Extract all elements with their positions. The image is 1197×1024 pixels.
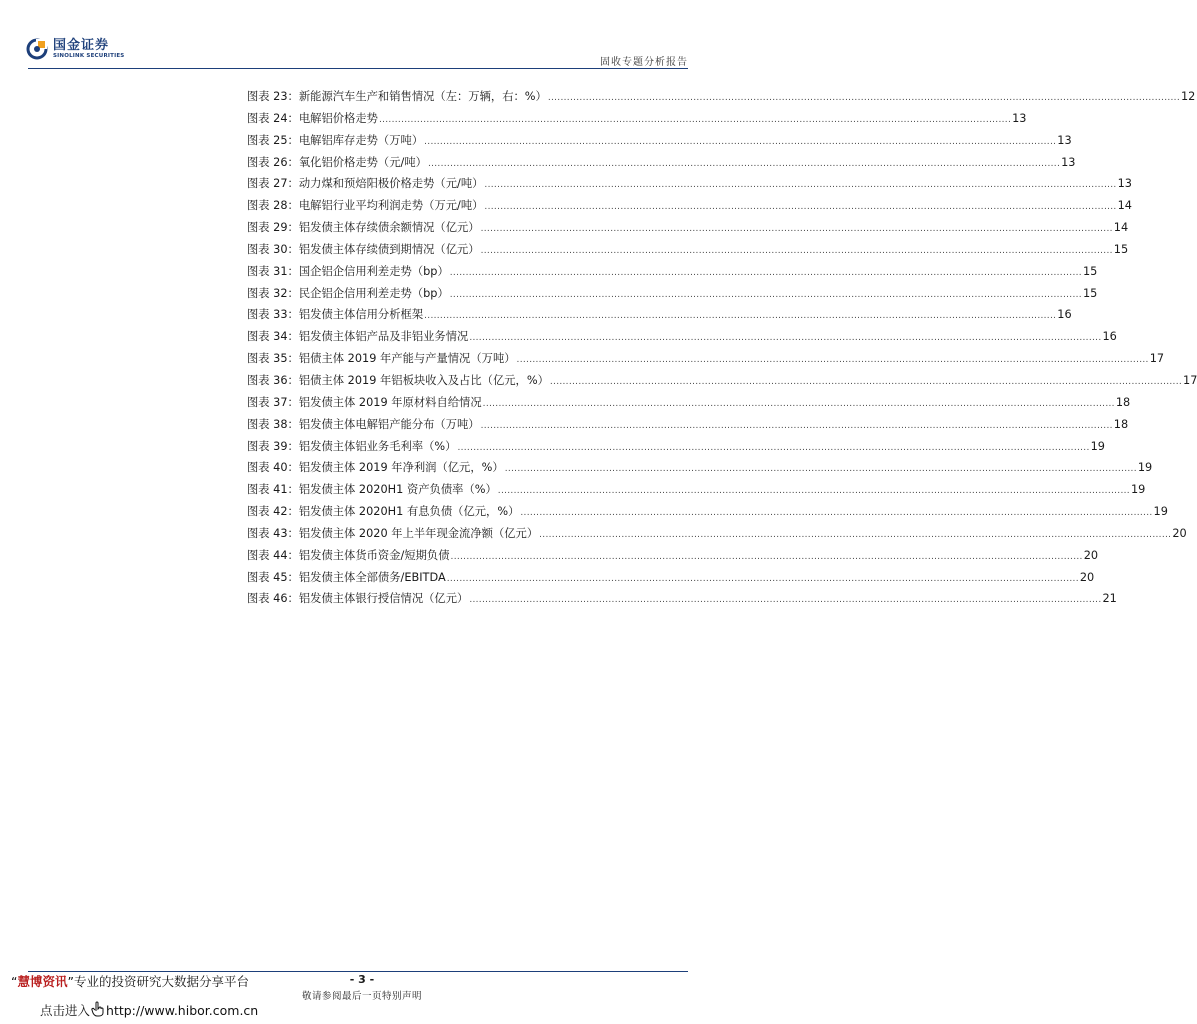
report-type-label: 固收专题分析报告 [600, 57, 688, 68]
header-divider [28, 68, 688, 69]
toc-entry-page: 13 [1012, 111, 1027, 125]
toc-entry-title: 图表 27：动力煤和预焙阳极价格走势（元/吨） [247, 177, 484, 191]
toc-entry-page: 19 [1153, 505, 1168, 519]
toc-entry-title: 图表 43：铝发债主体 2020 年上半年现金流净额（亿元） [247, 526, 539, 540]
toc-dot-leader: ........................................................................................................................................................................................................ [450, 551, 1083, 562]
toc-entry-title: 图表 33：铝发债主体信用分析框架 [247, 308, 424, 322]
watermark-close-quote: ” [67, 974, 74, 989]
toc-entry-title: 图表 25：电解铝库存走势（万吨） [247, 133, 424, 147]
toc-entry[interactable] [247, 328, 1117, 350]
toc-entry[interactable] [247, 372, 1197, 394]
toc-entry[interactable] [247, 590, 1117, 612]
toc-entry-page: 18 [1113, 417, 1129, 431]
toc-dot-leader: ........................................................................................................................................................................................................ [378, 114, 1012, 125]
toc-entry[interactable] [247, 416, 1129, 438]
toc-entry-title: 图表 44：铝发债主体货币资金/短期负债 [247, 548, 450, 562]
toc-entry[interactable] [247, 503, 1168, 525]
toc-entry[interactable] [247, 459, 1153, 481]
toc-entry-title: 图表 24：电解铝价格走势 [247, 111, 378, 125]
toc-entry[interactable] [247, 306, 1072, 328]
toc-entry[interactable] [247, 481, 1146, 503]
toc-dot-leader: ........................................................................................................................................................................................................ [480, 420, 1113, 431]
toc-entry-page: 16 [1102, 330, 1117, 344]
toc-entry-page: 17 [1149, 352, 1165, 366]
toc-entry-page: 15 [1082, 264, 1098, 278]
toc-entry[interactable] [247, 110, 1027, 132]
watermark-url-link[interactable]: http://www.hibor.com.cn [106, 1002, 259, 1018]
toc-dot-leader: ........................................................................................................................................................................................................ [427, 158, 1061, 169]
toc-entry-title: 图表 36：铝债主体 2019 年铝板块收入及占比（亿元，%） [247, 373, 549, 387]
company-logo [27, 38, 124, 60]
toc-dot-leader: ........................................................................................................................................................................................................ [539, 529, 1172, 540]
pointer-hand-icon [91, 1002, 105, 1018]
toc-dot-leader: ........................................................................................................................................................................................................ [480, 245, 1113, 256]
toc-entry-page: 13 [1117, 177, 1132, 191]
toc-entry-title: 图表 34：铝发债主体铝产品及非铝业务情况 [247, 330, 469, 344]
toc-entry[interactable] [247, 438, 1105, 460]
toc-entry-page: 20 [1079, 570, 1095, 584]
toc-dot-leader: ........................................................................................................................................................................................................ [446, 573, 1079, 584]
toc-dot-leader: ........................................................................................................................................................................................................ [547, 93, 1180, 103]
disclaimer-text: 敬请参阅最后一页特别声明 [301, 991, 422, 1002]
toc-entry-page: 13 [1057, 133, 1072, 147]
toc-entry[interactable] [247, 88, 1196, 110]
toc-entry-page: 16 [1057, 308, 1072, 322]
toc-entry[interactable] [247, 154, 1076, 176]
toc-dot-leader: ........................................................................................................................................................................................................ [549, 376, 1183, 387]
toc-entry-page: 18 [1115, 395, 1131, 409]
toc-entry[interactable] [247, 132, 1072, 154]
toc-entry[interactable] [247, 525, 1187, 547]
toc-entry-page: 20 [1172, 526, 1187, 540]
toc-entry-page: 15 [1113, 242, 1129, 256]
toc-dot-leader: ........................................................................................................................................................................................................ [424, 136, 1057, 147]
toc-dot-leader: ........................................................................................................................................................................................................ [497, 486, 1130, 497]
toc-entry-title: 图表 45：铝发债主体全部债务/EBITDA [247, 570, 446, 584]
figure-list [247, 88, 1197, 612]
toc-entry[interactable] [247, 547, 1099, 569]
toc-dot-leader: ........................................................................................................................................................................................................ [424, 311, 1057, 322]
toc-dot-leader: ........................................................................................................................................................................................................ [480, 224, 1113, 235]
toc-entry[interactable] [247, 569, 1095, 591]
toc-entry-title: 图表 41：铝发债主体 2020H1 资产负债率（%） [247, 483, 497, 497]
toc-entry-title: 图表 42：铝发债主体 2020H1 有息负债（亿元，%） [247, 505, 520, 519]
watermark-link-line[interactable] [40, 1001, 258, 1019]
toc-dot-leader: ........................................................................................................................................................................................................ [520, 508, 1153, 519]
toc-dot-leader: ........................................................................................................................................................................................................ [449, 267, 1082, 278]
toc-entry[interactable] [247, 350, 1165, 372]
toc-entry-title: 图表 37：铝发债主体 2019 年原材料自给情况 [247, 395, 482, 409]
logo-mark-icon [27, 39, 47, 59]
toc-entry-page: 19 [1137, 461, 1153, 475]
toc-entry-title: 图表 39：铝发债主体铝业务毛利率（%） [247, 439, 457, 453]
toc-entry[interactable] [247, 197, 1132, 219]
toc-entry[interactable] [247, 394, 1131, 416]
watermark-brand: 慧博资讯 [17, 974, 68, 989]
toc-entry-title: 图表 35：铝债主体 2019 年产能与产量情况（万吨） [247, 352, 516, 366]
toc-entry-page: 20 [1083, 548, 1099, 562]
toc-dot-leader: ........................................................................................................................................................................................................ [469, 333, 1102, 344]
toc-entry-page: 17 [1183, 373, 1197, 387]
toc-entry-title: 图表 30：铝发债主体存续债到期情况（亿元） [247, 242, 480, 256]
toc-dot-leader: ........................................................................................................................................................................................................ [484, 202, 1117, 213]
watermark-open-quote: “ [11, 974, 18, 989]
toc-entry-title: 图表 23：新能源汽车生产和销售情况（左：万辆，右：%） [247, 90, 547, 103]
toc-dot-leader: ........................................................................................................................................................................................................ [516, 355, 1149, 366]
toc-dot-leader: ........................................................................................................................................................................................................ [457, 442, 1090, 453]
toc-entry-page: 15 [1082, 286, 1098, 300]
toc-entry[interactable] [247, 285, 1098, 307]
toc-dot-leader: ........................................................................................................................................................................................................ [449, 289, 1082, 300]
toc-entry-title: 图表 38：铝发债主体电解铝产能分布（万吨） [247, 417, 480, 431]
toc-entry-title: 图表 40：铝发债主体 2019 年净利润（亿元，%） [247, 461, 504, 475]
watermark-slogan-text: 专业的投资研究大数据分享平台 [73, 974, 249, 989]
toc-entry-page: 19 [1130, 483, 1146, 497]
toc-dot-leader: ........................................................................................................................................................................................................ [482, 398, 1115, 409]
logo-chinese-name: 国金证券 [53, 38, 110, 53]
toc-entry-page: 14 [1117, 199, 1132, 213]
toc-dot-leader: ........................................................................................................................................................................................................ [504, 464, 1137, 475]
toc-entry[interactable] [247, 263, 1098, 285]
toc-entry-title: 图表 29：铝发债主体存续债余额情况（亿元） [247, 221, 480, 235]
toc-dot-leader: ........................................................................................................................................................................................................ [484, 180, 1117, 191]
toc-entry-page: 14 [1113, 221, 1129, 235]
watermark-click-prefix: 点击进入 [40, 1003, 91, 1018]
toc-entry[interactable] [247, 175, 1132, 197]
toc-entry-page: 13 [1061, 155, 1076, 169]
toc-dot-leader: ........................................................................................................................................................................................................ [469, 595, 1102, 606]
toc-entry-title: 图表 28：电解铝行业平均利润走势（万元/吨） [247, 199, 484, 213]
toc-entry-page: 21 [1102, 592, 1117, 606]
logo-english-name: SINOLINK SECURITIES [53, 53, 125, 59]
toc-entry-page: 12 [1181, 90, 1196, 103]
page-number: - 3 - [349, 973, 375, 986]
toc-entry[interactable] [247, 241, 1129, 263]
watermark-slogan [11, 972, 249, 990]
toc-entry-title: 图表 46：铝发债主体银行授信情况（亿元） [247, 592, 469, 606]
toc-entry[interactable] [247, 219, 1129, 241]
toc-entry-title: 图表 32：民企铝企信用利差走势（bp） [247, 286, 449, 300]
toc-entry-title: 图表 31：国企铝企信用利差走势（bp） [247, 264, 449, 278]
toc-entry-title: 图表 26：氧化铝价格走势（元/吨） [247, 155, 427, 169]
toc-entry-page: 19 [1090, 439, 1105, 453]
